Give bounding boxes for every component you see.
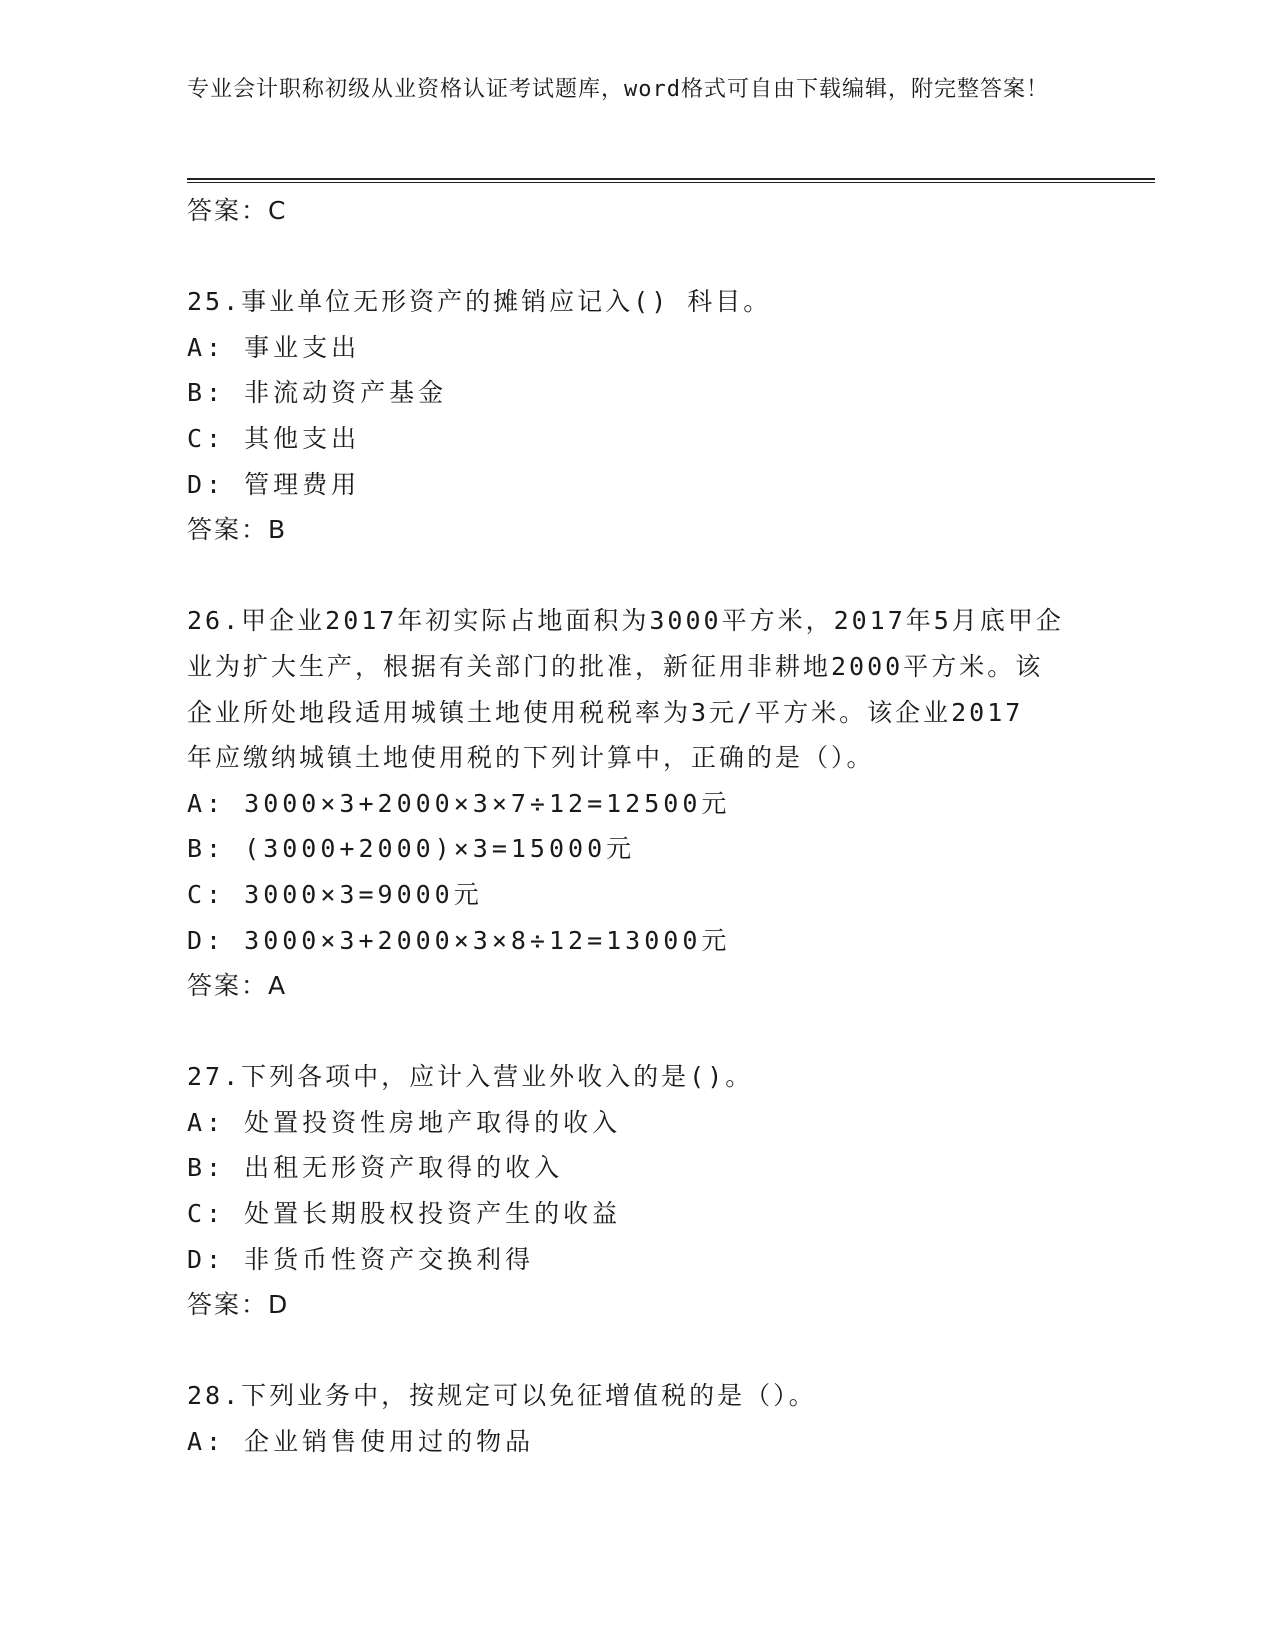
question-stem: [187, 1054, 1087, 1100]
option-d: D: 3000×3+2000×3×8÷12=13000元: [187, 925, 731, 955]
question-text: 25.事业单位无形资产的摊销应记入() 科目。: [187, 287, 772, 317]
question-stem: [187, 279, 1087, 325]
spacer: [187, 1009, 1087, 1055]
question-list: [187, 188, 1087, 1465]
document-header: 专业会计职称初级从业资格认证考试题库，word格式可自由下载编辑，附完整答案！: [187, 77, 1049, 102]
option-b: B: 非流动资产基金: [187, 378, 448, 408]
option-c: C: 3000×3=9000元: [187, 879, 483, 909]
question-text: 28.下列业务中，按规定可以免征增值税的是（）。: [187, 1381, 817, 1411]
option-c: C: 其他支出: [187, 423, 361, 453]
question-text: 企业所处地段适用城镇土地使用税税率为3元/平方米。该企业2017: [187, 697, 1024, 727]
option-d: D: 管理费用: [187, 469, 361, 499]
answer-line: 答案：B: [187, 515, 288, 545]
spacer: [187, 553, 1087, 599]
question-stem: [187, 598, 1087, 780]
option-c: C: 处置长期股权投资产生的收益: [187, 1199, 622, 1229]
option-a: A: 3000×3+2000×3×7÷12=12500元: [187, 788, 731, 818]
question-text: 年应缴纳城镇土地使用税的下列计算中，正确的是（）。: [187, 743, 875, 773]
answer-line: 答案：C: [187, 196, 288, 225]
header-divider-thin: [187, 182, 1155, 183]
spacer: [187, 234, 1087, 280]
option-b: B: 出租无形资产取得的收入: [187, 1153, 564, 1183]
option-a: A: 事业支出: [187, 332, 361, 362]
question-text: 27.下列各项中，应计入营业外收入的是()。: [187, 1062, 754, 1092]
spacer: [187, 1328, 1087, 1374]
option-b: B: (3000+2000)×3=15000元: [187, 834, 636, 864]
question-stem: [187, 1373, 1087, 1419]
option-d: D: 非货币性资产交换利得: [187, 1244, 535, 1274]
answer-line: 答案：A: [187, 971, 288, 1001]
question-text: 业为扩大生产，根据有关部门的批准，新征用非耕地2000平方米。该: [187, 651, 1044, 681]
question-text: 26.甲企业2017年初实际占地面积为3000平方米，2017年5月底甲企: [187, 606, 1064, 636]
option-a: A: 处置投资性房地产取得的收入: [187, 1107, 622, 1137]
option-a: A: 企业销售使用过的物品: [187, 1427, 535, 1457]
header-divider-thick: [187, 178, 1155, 180]
answer-line: 答案：D: [187, 1290, 290, 1320]
